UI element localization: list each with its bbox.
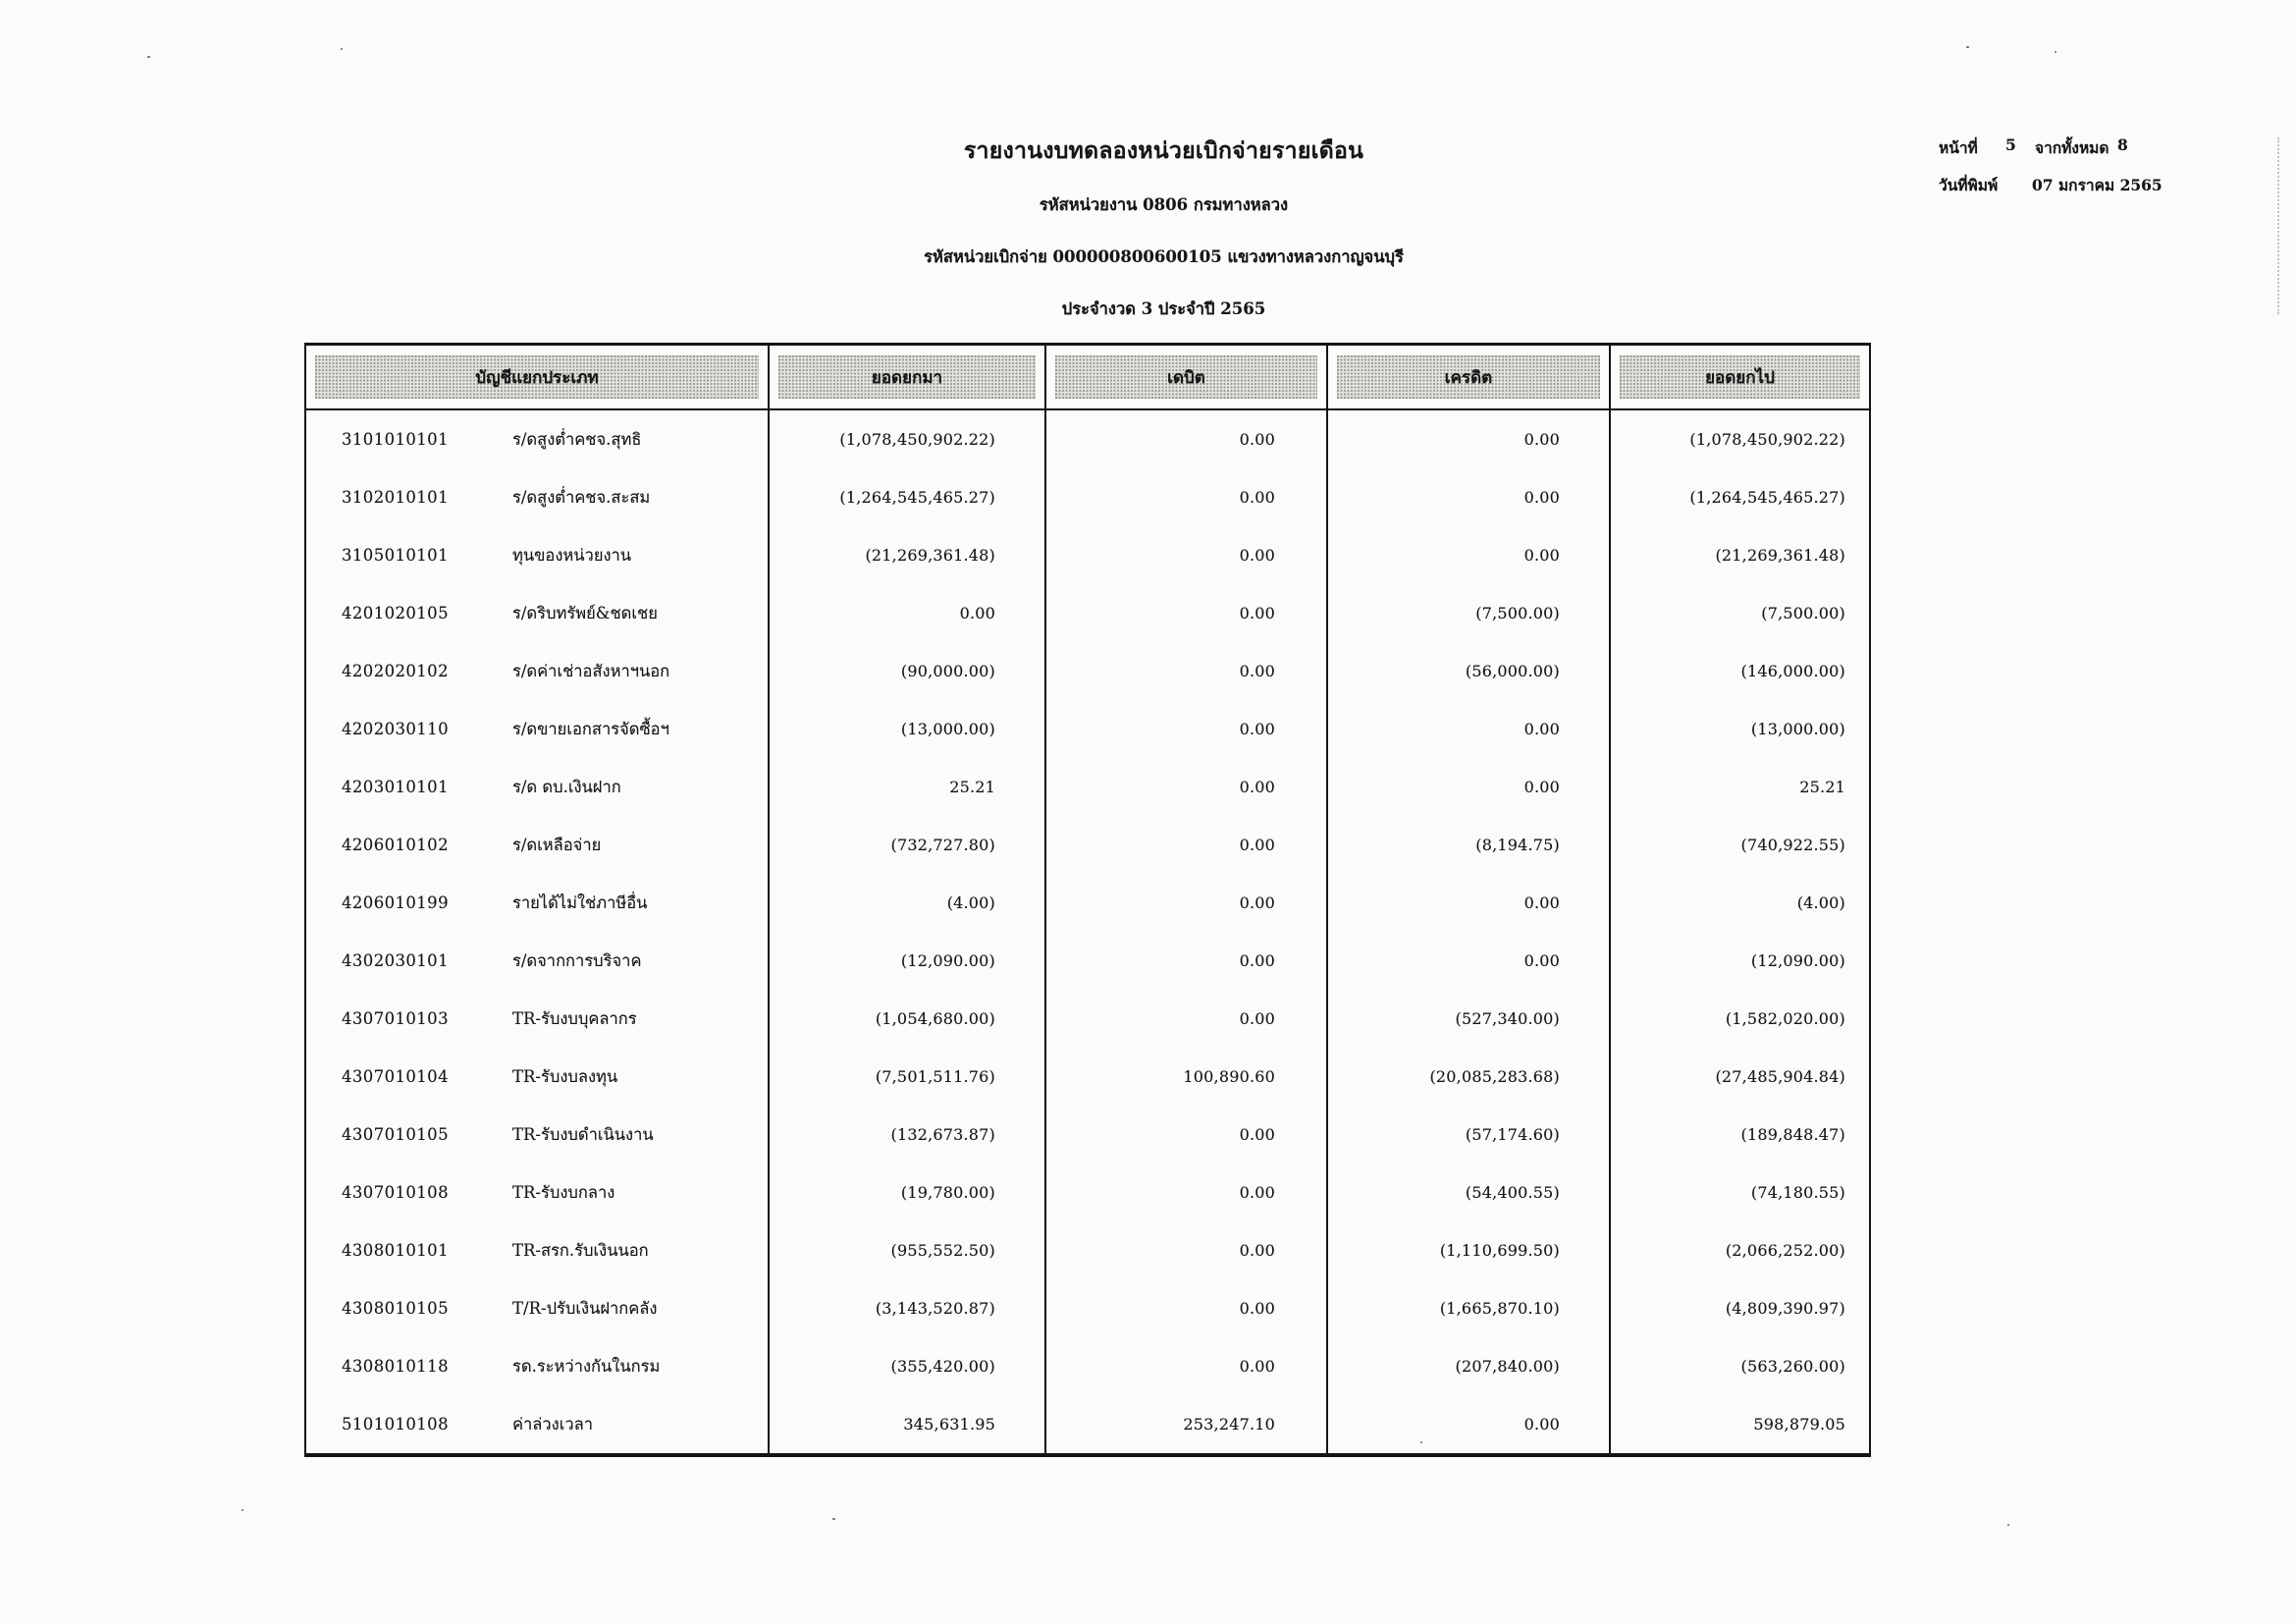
- credit-cell: (8,194.75): [1328, 816, 1611, 874]
- page-number-row: [1939, 135, 2163, 160]
- account-code: 4308010105: [342, 1299, 449, 1318]
- debit-cell: 0.00: [1046, 1337, 1328, 1395]
- table-row: [306, 816, 1869, 874]
- account-name: ทุนของหน่วยงาน: [512, 545, 632, 565]
- total-pages-label: จากทั้งหมด: [2035, 138, 2109, 157]
- credit-cell: 0.00: [1328, 758, 1611, 816]
- account-cell: [306, 1395, 770, 1453]
- debit-cell: 0.00: [1046, 1106, 1328, 1164]
- balance-forward-cell: (563,260.00): [1740, 1357, 1845, 1376]
- balance-forward-cell: (4.00): [1796, 893, 1845, 912]
- carry-forward-cell: (3,143,520.87): [770, 1279, 1046, 1337]
- table-row: [306, 526, 1869, 584]
- account-cell: [306, 816, 770, 874]
- header-cell-balance-forward: [1611, 346, 1869, 408]
- account-code: 4307010104: [342, 1067, 449, 1086]
- account-name: ร/ดค่าเช่าอสังหาฯนอก: [512, 661, 670, 680]
- account-code: 3105010101: [342, 546, 449, 565]
- scan-speck: [2055, 51, 2056, 53]
- debit-cell: 0.00: [1046, 700, 1328, 758]
- account-cell: [306, 932, 770, 990]
- credit-cell: (527,340.00): [1328, 990, 1611, 1048]
- credit-cell: 0.00: [1328, 410, 1611, 468]
- account-cell: [306, 1164, 770, 1221]
- credit-cell: 0.00: [1328, 874, 1611, 932]
- account-name: ร/ด ดบ.เงินฝาก: [512, 777, 621, 796]
- table-row: [306, 758, 1869, 816]
- balance-forward-cell: (12,090.00): [1750, 951, 1845, 970]
- account-code: 4307010103: [342, 1009, 449, 1028]
- account-code: 4202020102: [342, 662, 449, 680]
- carry-forward-cell: (21,269,361.48): [770, 526, 1046, 584]
- credit-column-header: เครดิต: [1337, 355, 1600, 399]
- account-cell: [306, 1337, 770, 1395]
- account-cell: [306, 1048, 770, 1106]
- debit-cell: 253,247.10: [1046, 1395, 1328, 1453]
- account-cell: [306, 1279, 770, 1337]
- debit-cell: 100,890.60: [1046, 1048, 1328, 1106]
- account-cell: [306, 700, 770, 758]
- print-date-row: [1939, 173, 2163, 197]
- credit-cell: (7,500.00): [1328, 584, 1611, 642]
- credit-cell: (207,840.00): [1328, 1337, 1611, 1395]
- account-code: 4308010101: [342, 1241, 449, 1260]
- account-cell: [306, 526, 770, 584]
- credit-cell: 0.00: [1328, 468, 1611, 526]
- scan-speck: [147, 56, 150, 58]
- account-code: 3102010101: [342, 488, 449, 507]
- period-line: ประจำงวด 3 ประจำปี 2565: [1061, 299, 1266, 318]
- carry-forward-cell: (1,054,680.00): [770, 990, 1046, 1048]
- account-cell: [306, 874, 770, 932]
- carry-forward-cell: 345,631.95: [770, 1395, 1046, 1453]
- balance-forward-cell: (1,264,545,465.27): [1689, 488, 1845, 507]
- account-name: ร/ดขายเอกสารจัดซื้อฯ: [512, 719, 669, 738]
- disbursement-unit-line: รหัสหน่วยเบิกจ่าย 000000800600105 แขวงทางหลวงกาญจนบุรี: [924, 247, 1404, 266]
- table-row: [306, 1106, 1869, 1164]
- account-name: TR-รับงบบุคลากร: [512, 1008, 637, 1028]
- table-row: [306, 468, 1869, 526]
- debit-cell: 0.00: [1046, 468, 1328, 526]
- account-name: ร/ดจากการบริจาค: [512, 950, 642, 970]
- debit-cell: 0.00: [1046, 584, 1328, 642]
- header-cell-debit: [1046, 346, 1328, 408]
- carry-forward-cell: (4.00): [770, 874, 1046, 932]
- balance-forward-cell: 598,879.05: [1753, 1415, 1845, 1434]
- account-name: T/R-ปรับเงินฝากคลัง: [512, 1298, 658, 1318]
- trial-balance-table: [304, 343, 1871, 1457]
- debit-cell: 0.00: [1046, 1279, 1328, 1337]
- table-row: [306, 932, 1869, 990]
- account-cell: [306, 1221, 770, 1279]
- balance-forward-cell: (2,066,252.00): [1725, 1241, 1845, 1260]
- scan-dotted-edge: [2277, 137, 2279, 314]
- credit-cell: (54,400.55): [1328, 1164, 1611, 1221]
- account-cell: [306, 1106, 770, 1164]
- debit-column-header: เดบิต: [1055, 355, 1317, 399]
- credit-cell: 0.00: [1328, 932, 1611, 990]
- debit-cell: 0.00: [1046, 874, 1328, 932]
- table-row: [306, 700, 1869, 758]
- balance-forward-cell: (27,485,904.84): [1715, 1067, 1845, 1086]
- credit-cell: (1,665,870.10): [1328, 1279, 1611, 1337]
- debit-cell: 0.00: [1046, 1164, 1328, 1221]
- carry-forward-cell: (13,000.00): [770, 700, 1046, 758]
- carry-forward-cell: 25.21: [770, 758, 1046, 816]
- account-code: 4307010105: [342, 1125, 449, 1144]
- account-name: TR-รับงบกลาง: [512, 1182, 615, 1202]
- table-row: [306, 642, 1869, 700]
- balance-forward-cell: (1,582,020.00): [1725, 1009, 1845, 1028]
- table-row: [306, 410, 1869, 468]
- debit-cell: 0.00: [1046, 526, 1328, 584]
- account-cell: [306, 468, 770, 526]
- debit-cell: 0.00: [1046, 932, 1328, 990]
- trial-balance-rows: [306, 410, 1869, 1453]
- table-header-row: [306, 346, 1869, 410]
- balance-forward-cell: (146,000.00): [1740, 662, 1845, 680]
- total-pages: 8: [2117, 135, 2128, 154]
- credit-cell: (57,174.60): [1328, 1106, 1611, 1164]
- credit-cell: 0.00: [1328, 526, 1611, 584]
- carry-forward-cell: (7,501,511.76): [770, 1048, 1046, 1106]
- account-name: ร/ดสูงต่ำคชจ.สะสม: [512, 487, 651, 507]
- scan-speck: [1966, 46, 1969, 48]
- account-name: TR-รับงบดำเนินงาน: [512, 1124, 654, 1144]
- print-date: 07 มกราคม 2565: [2032, 176, 2163, 194]
- carry-forward-cell: (90,000.00): [770, 642, 1046, 700]
- account-name: รายได้ไม่ใช่ภาษีอื่น: [512, 893, 648, 912]
- scan-speck: [2007, 1524, 2009, 1526]
- account-cell: [306, 584, 770, 642]
- table-row: [306, 584, 1869, 642]
- balance-forward-column-header: ยอดยกไป: [1620, 355, 1860, 399]
- balance-forward-cell: (1,078,450,902.22): [1689, 430, 1845, 449]
- account-code: 4302030101: [342, 951, 449, 970]
- account-cell: [306, 758, 770, 816]
- table-row: [306, 1337, 1869, 1395]
- credit-cell: 0.00: [1328, 1395, 1611, 1453]
- page-number: 5: [2005, 135, 2016, 154]
- debit-cell: 0.00: [1046, 642, 1328, 700]
- carry-forward-cell: (19,780.00): [770, 1164, 1046, 1221]
- carry-forward-column-header: ยอดยกมา: [778, 355, 1036, 399]
- account-code: 4201020105: [342, 604, 449, 623]
- header-cell-account: [306, 346, 770, 408]
- carry-forward-cell: (132,673.87): [770, 1106, 1046, 1164]
- credit-cell: (1,110,699.50): [1328, 1221, 1611, 1279]
- scan-speck: [241, 1509, 243, 1511]
- scan-speck: [341, 48, 343, 50]
- account-cell: [306, 990, 770, 1048]
- account-code: 4203010101: [342, 778, 449, 796]
- balance-forward-cell: (189,848.47): [1740, 1125, 1845, 1144]
- print-date-label: วันที่พิมพ์: [1939, 176, 1999, 194]
- balance-forward-cell: (74,180.55): [1750, 1183, 1845, 1202]
- account-name: ร/ดเหลือจ่าย: [512, 835, 602, 854]
- agency-code-line: รหัสหน่วยงาน 0806 กรมทางหลวง: [1039, 195, 1289, 214]
- account-code: 4206010102: [342, 836, 449, 854]
- account-code: 4206010199: [342, 893, 449, 912]
- account-code: 4308010118: [342, 1357, 449, 1376]
- debit-cell: 0.00: [1046, 1221, 1328, 1279]
- debit-cell: 0.00: [1046, 758, 1328, 816]
- account-name: รด.ระหว่างกันในกรม: [512, 1356, 661, 1376]
- report-title: รายงานงบทดลองหน่วยเบิกจ่ายรายเดือน: [963, 137, 1364, 164]
- table-row: [306, 1395, 1869, 1453]
- account-name: ร/ดริบทรัพย์&ชดเชย: [512, 603, 658, 623]
- balance-forward-cell: (21,269,361.48): [1715, 546, 1845, 565]
- table-row: [306, 874, 1869, 932]
- carry-forward-cell: (355,420.00): [770, 1337, 1046, 1395]
- account-name: ร/ดสูงต่ำคชจ.สุทธิ: [512, 429, 642, 449]
- balance-forward-cell: (4,809,390.97): [1725, 1299, 1845, 1318]
- account-name: TR-สรก.รับเงินนอก: [512, 1240, 649, 1260]
- debit-cell: 0.00: [1046, 410, 1328, 468]
- page-info-block: [1939, 135, 2163, 210]
- table-row: [306, 1279, 1869, 1337]
- account-code: 4307010108: [342, 1183, 449, 1202]
- credit-cell: (20,085,283.68): [1328, 1048, 1611, 1106]
- balance-forward-cell: (13,000.00): [1750, 720, 1845, 738]
- debit-cell: 0.00: [1046, 816, 1328, 874]
- account-name: ค่าล่วงเวลา: [512, 1414, 594, 1434]
- table-row: [306, 1221, 1869, 1279]
- carry-forward-cell: (12,090.00): [770, 932, 1046, 990]
- header-cell-carry-forward: [770, 346, 1046, 408]
- page-label: หน้าที่: [1939, 138, 1978, 157]
- credit-cell: (56,000.00): [1328, 642, 1611, 700]
- carry-forward-cell: (1,264,545,465.27): [770, 468, 1046, 526]
- scan-speck: [1420, 1441, 1422, 1443]
- table-row: [306, 990, 1869, 1048]
- table-row: [306, 1048, 1869, 1106]
- carry-forward-cell: (955,552.50): [770, 1221, 1046, 1279]
- debit-cell: 0.00: [1046, 990, 1328, 1048]
- balance-forward-cell: (7,500.00): [1761, 604, 1845, 623]
- account-name: TR-รับงบลงทุน: [512, 1066, 618, 1086]
- credit-cell: 0.00: [1328, 700, 1611, 758]
- balance-forward-cell: 25.21: [1799, 778, 1845, 796]
- account-code: 4202030110: [342, 720, 449, 738]
- scan-speck: [832, 1518, 835, 1520]
- account-cell: [306, 410, 770, 468]
- account-code: 5101010108: [342, 1415, 449, 1434]
- carry-forward-cell: (732,727.80): [770, 816, 1046, 874]
- account-column-header: บัญชีแยกประเภท: [315, 355, 759, 399]
- carry-forward-cell: 0.00: [770, 584, 1046, 642]
- account-cell: [306, 642, 770, 700]
- account-code: 3101010101: [342, 430, 449, 449]
- carry-forward-cell: (1,078,450,902.22): [770, 410, 1046, 468]
- table-row: [306, 1164, 1869, 1221]
- balance-forward-cell: (740,922.55): [1740, 836, 1845, 854]
- header-cell-credit: [1328, 346, 1611, 408]
